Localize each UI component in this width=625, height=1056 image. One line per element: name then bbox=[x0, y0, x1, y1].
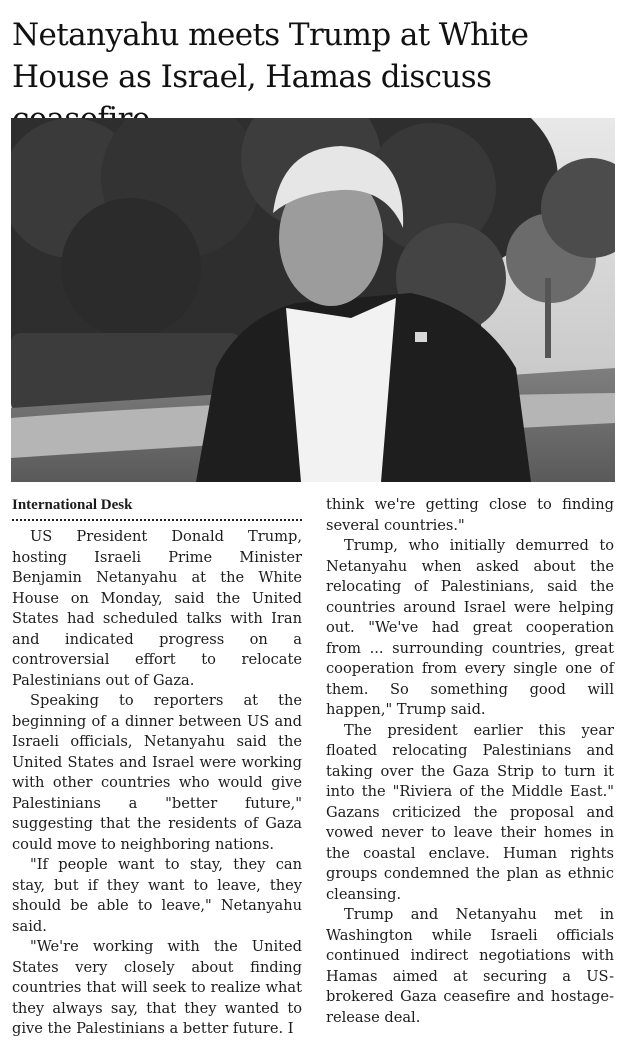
paragraph: "We're working with the United States very closely about finding countries that will seek to realize what they always say, that they wanted to give the Palestinians a better future. I bbox=[12, 938, 302, 1037]
paragraph: Trump, who initially demurred to Netanyahu when asked about the relocating of Palestinians, said the countries around Israel were helping out. "We've had great cooperation from ... surrounding countries, great cooperation from every single one of them. So something good will happen," Trump said. bbox=[326, 537, 614, 718]
paragraph: The president earlier this year floated relocating Palestinians and taking over the Gaza Strip to turn it into the "Riviera of the Middle East." Gazans criticized the proposal and vowed never to leave their homes in the coastal enclave. Human rights groups condemned the plan as ethnic cleansing. bbox=[326, 721, 614, 903]
column-left bbox=[12, 495, 302, 1040]
headline: Netanyahu meets Trump at White House as Israel, Hamas discuss bbox=[12, 17, 529, 95]
news-photo bbox=[11, 118, 615, 482]
article-body bbox=[12, 495, 614, 1040]
paragraph: think we're getting close to finding several countries." bbox=[326, 496, 614, 534]
paragraph: US President Donald Trump, hosting Israeli Prime Minister Benjamin Netanyahu at the White House on Monday, said the United States had scheduled talks with Iran and indicated progress on a controversial effort to relocate Palestinians out of Gaza. bbox=[12, 528, 302, 689]
paragraph: Speaking to reporters at the beginning of a dinner between US and Israeli officials, Netanyahu said the United States and Israel were working with other countries who would give Palestinians a "better future," suggesting that the residents of Gaza could move to neighboring nations. bbox=[12, 692, 302, 853]
paragraph: "If people want to stay, they can stay, but if they want to leave, they should be able to leave," Netanyahu said. bbox=[12, 856, 302, 935]
column-right bbox=[326, 495, 614, 1040]
byline: International Desk bbox=[12, 495, 302, 521]
paragraph: Trump and Netanyahu met in Washington while Israeli officials continued indirect negotiations with Hamas aimed at securing a US-brokered Gaza ceasefire and hostage-release deal. bbox=[326, 906, 614, 1026]
